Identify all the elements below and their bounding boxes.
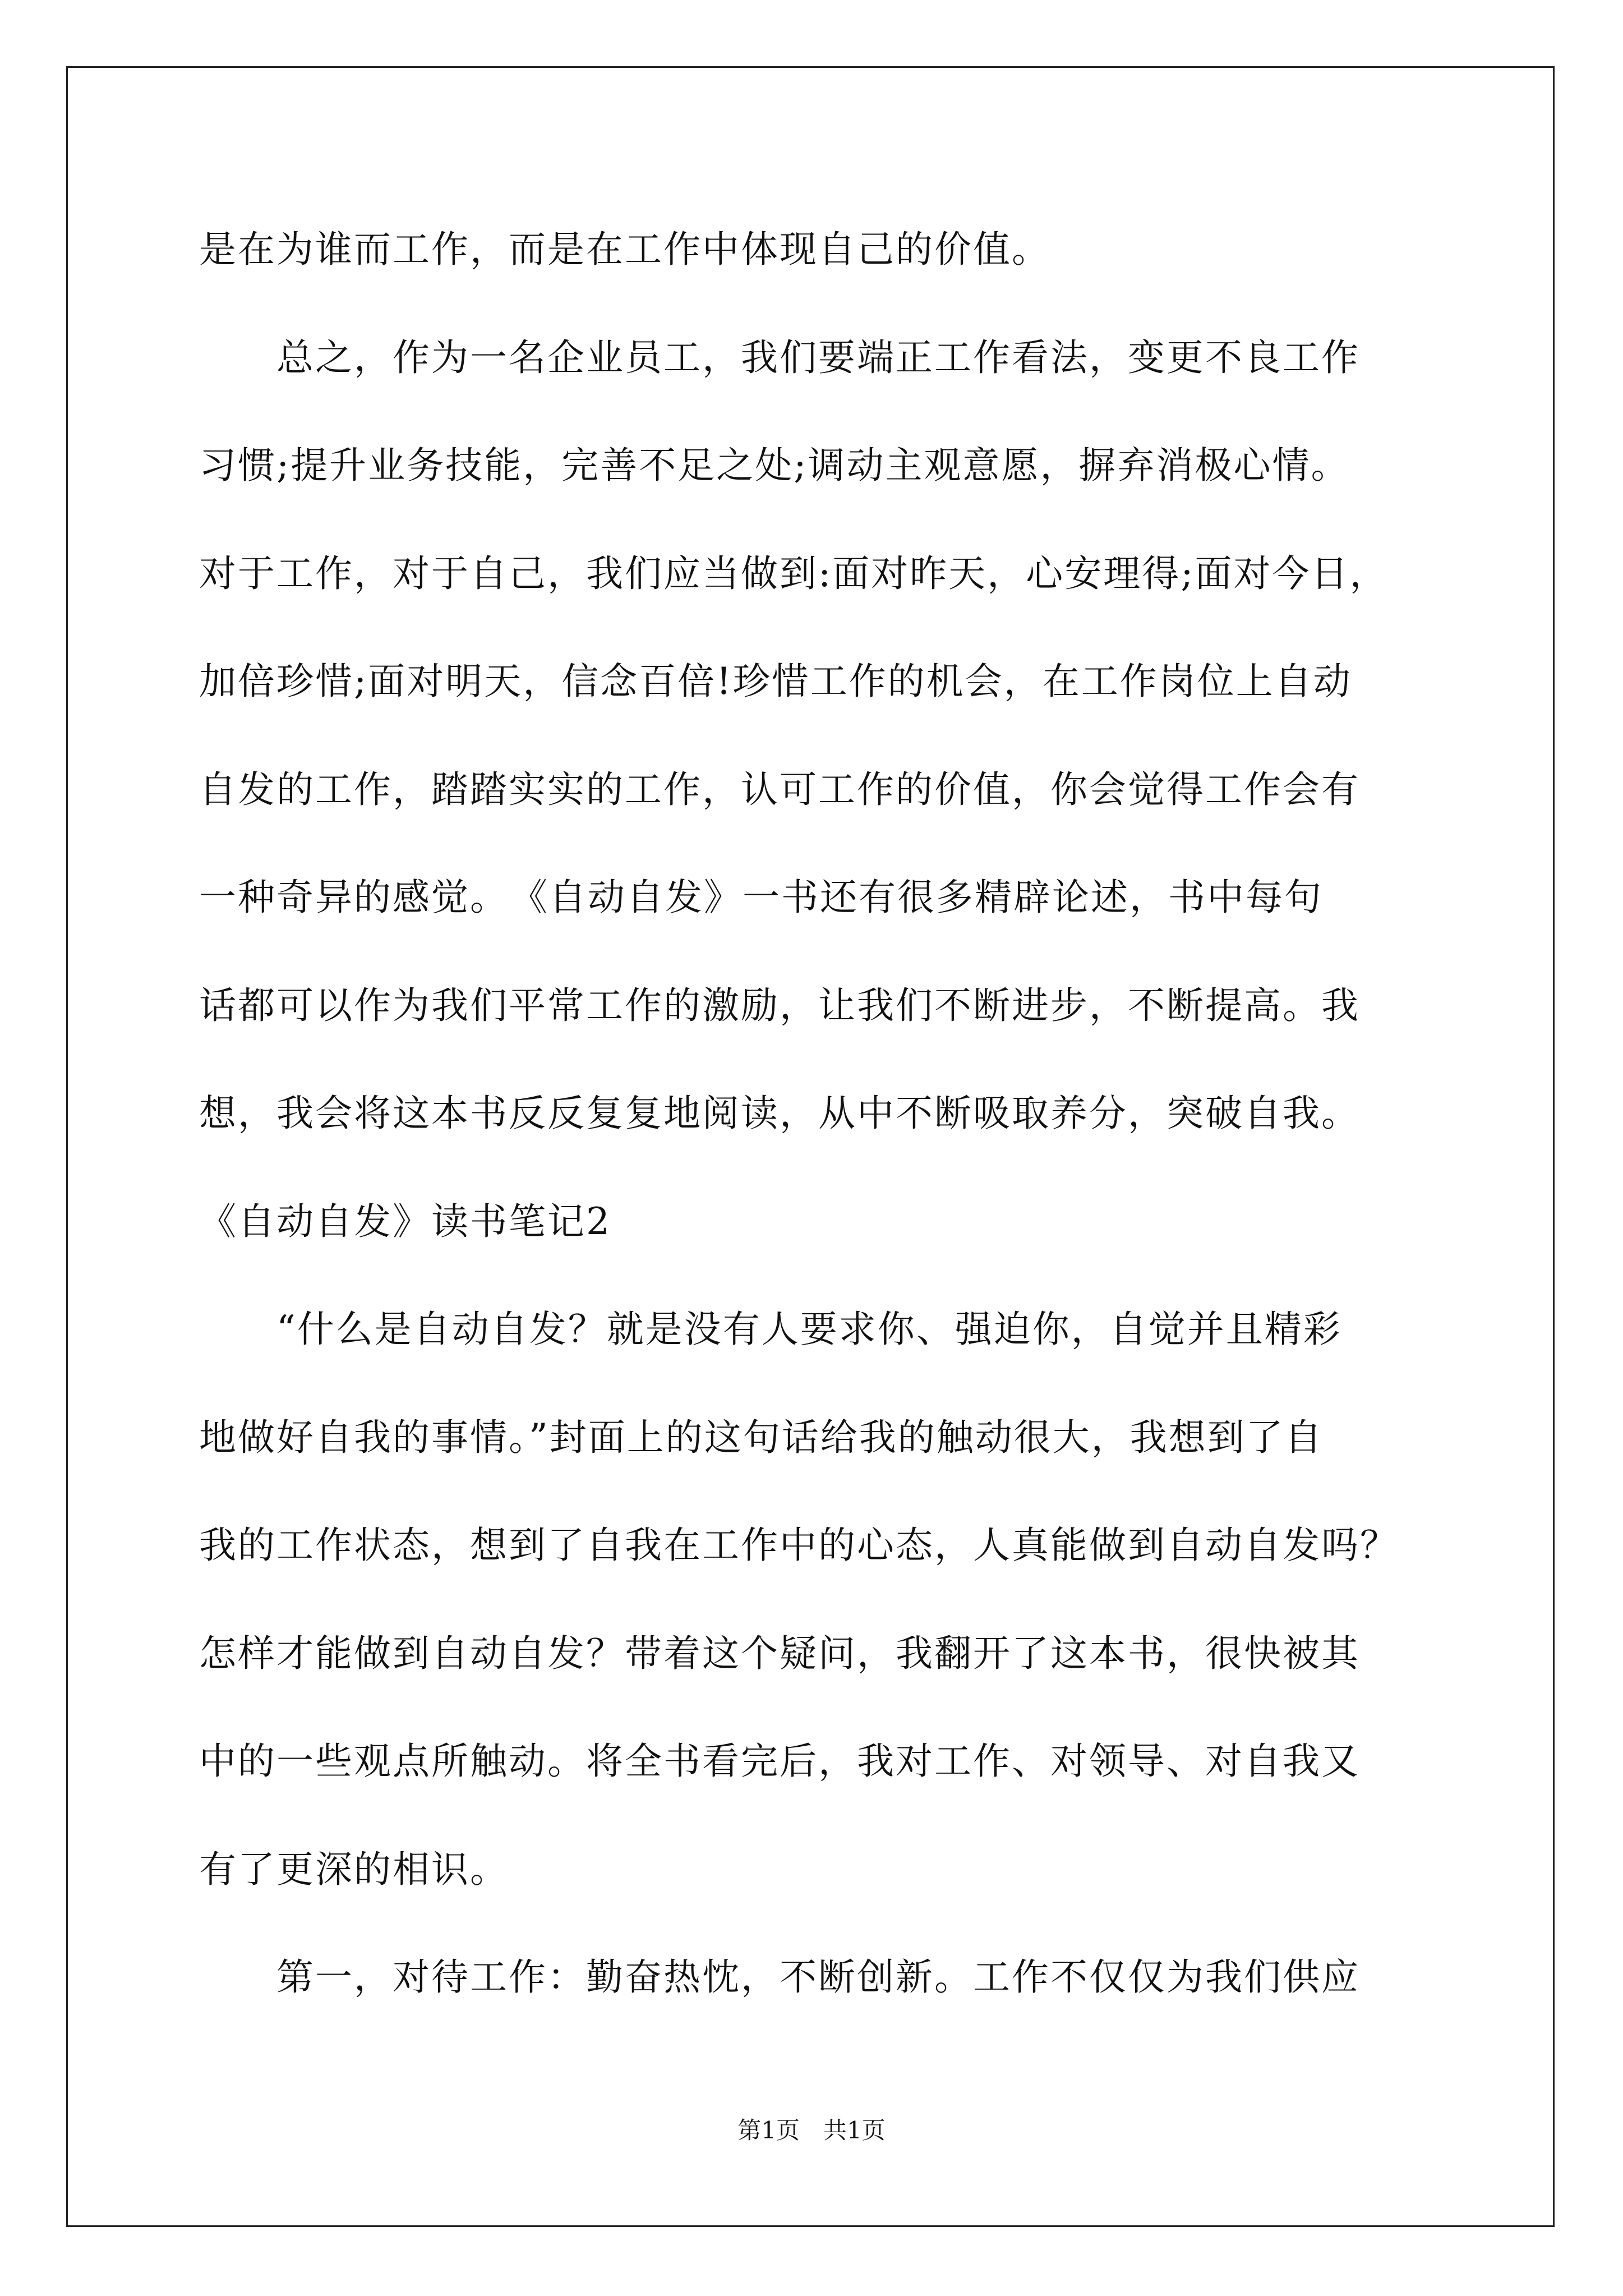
body-line: 一种奇异的感觉。 《自动自发》一书还有很多精辟论述，书中每句 — [199, 876, 1323, 919]
body-line: 地做好自我的事情。”封面上的这句话给我的触动很大，我想到了自 — [199, 1416, 1324, 1459]
body-line: 想，我会将这本书反反复复地阅读，从中不断吸取养分，突破自我。 — [199, 1092, 1360, 1135]
body-line: 对于工作，对于自己，我们应当做到:面对昨天，心安理得;面对今日， — [199, 552, 1389, 595]
body-line: 第一，对待工作：勤奋热忱，不断创新。工作不仅仅为我们供应 — [199, 1955, 1360, 1999]
body-line: 总之，作为一名企业员工，我们要端正工作看法，变更不良工作 — [199, 336, 1360, 379]
body-line: “什么是自动自发？就是没有人要求你、强迫你，自觉并且精彩 — [199, 1308, 1342, 1351]
section-heading: 《自动自发》读书笔记2 — [199, 1200, 611, 1243]
body-line: 怎样才能做到自动自发？带着这个疑问，我翻开了这本书，很快被其 — [199, 1632, 1360, 1675]
body-line: 是在为谁而工作，而是在工作中体现自己的价值。 — [199, 228, 1050, 271]
body-line: 加倍珍惜;面对明天，信念百倍!珍惜工作的机会，在工作岗位上自动 — [199, 660, 1352, 703]
body-line: 习惯;提升业务技能，完善不足之处;调动主观意愿，摒弃消极心情。 — [199, 444, 1350, 487]
body-line: 我的工作状态，想到了自我在工作中的心态，人真能做到自动自发吗？ — [199, 1524, 1399, 1567]
body-line: 自发的工作，踏踏实实的工作，认可工作的价值，你会觉得工作会有 — [199, 768, 1360, 811]
body-line: 话都可以作为我们平常工作的激励，让我们不断进步，不断提高。我 — [199, 984, 1360, 1027]
body-line: 中的一些观点所触动。将全书看完后，我对工作、对领导、对自我又 — [199, 1740, 1360, 1783]
page-border — [66, 66, 1555, 2227]
body-line: 有了更深的相识。 — [199, 1848, 509, 1891]
page-footer: 第1页 共1页 — [737, 2116, 886, 2144]
